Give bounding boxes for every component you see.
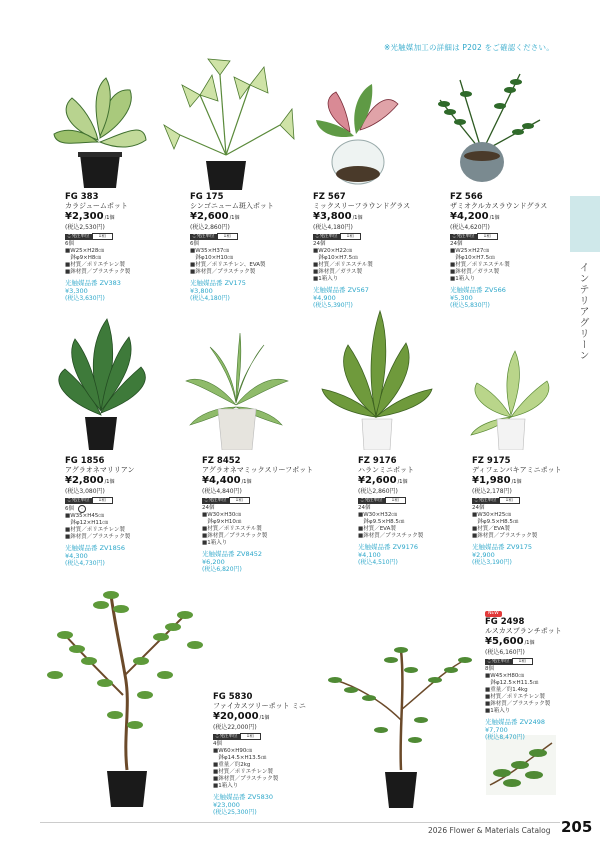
product-fg2498 — [485, 609, 562, 742]
product-code: FZ 9175 — [472, 456, 511, 466]
price-unit: /1個 — [524, 640, 535, 646]
photocatalyst-code: 光触媒品番 ZV5830 — [213, 793, 274, 801]
photocatalyst-tax: (税込3,630円) — [65, 295, 105, 302]
spec-line: ■W30×H32㎝ — [358, 512, 397, 518]
price-tax: (税込2,178円) — [472, 488, 512, 495]
spec-line: ■W30×H30㎝ — [202, 512, 241, 518]
spec-line: ■鉢材質／プラスチック製 — [472, 533, 538, 539]
product-image-fg2498 — [325, 620, 475, 810]
product-fg1856 — [65, 456, 134, 568]
product-code: FG 2498 — [485, 617, 525, 627]
pack-count: 6個 — [65, 506, 74, 512]
pack-count: 8個 — [485, 666, 494, 672]
price-tax: (税込4,180円) — [313, 224, 353, 231]
price-tax: (税込4,620円) — [450, 224, 490, 231]
spec-line: ■W25×H28㎝ — [65, 248, 104, 254]
spec-line: ■材質／ポリエステル製 — [450, 262, 510, 268]
section-tab — [570, 196, 600, 252]
price-tax: (税込2,530円) — [65, 224, 105, 231]
photocatalyst-tax: (税込4,510円) — [358, 559, 398, 566]
lot-label: ご発注単位 — [487, 658, 510, 664]
product-fz9176 — [358, 456, 423, 567]
catalog-title: 2026 Flower & Materials Catalog — [428, 826, 551, 835]
product-price: ¥2,600 — [190, 211, 229, 222]
lot-count: 1箱 — [240, 733, 261, 740]
spec-line: ■1箱入り — [213, 783, 239, 789]
product-name: ファイカスツリーポット ミニ — [213, 702, 306, 710]
photocatalyst-price: ¥4,900 — [313, 294, 336, 302]
spec-line: ■鉢材質／ガラス製 — [450, 269, 500, 275]
lot-label: ご発注単位 — [204, 497, 227, 503]
lot-count: 1箱 — [92, 497, 113, 504]
photocatalyst-price: ¥4,300 — [65, 552, 88, 560]
product-price: ¥2,800 — [65, 475, 104, 486]
product-name: シンゴニューム斑入ポット — [190, 202, 274, 210]
spec-line: ■1箱入り — [313, 276, 339, 282]
product-price: ¥4,400 — [202, 475, 241, 486]
product-image-fg5830 — [45, 565, 210, 810]
photocatalyst-code: 光触媒品番 ZV2498 — [485, 718, 546, 726]
spec-line: ■材質／ポリエチレン、EVA製 — [190, 262, 266, 268]
price-tax: (税込4,840円) — [202, 488, 242, 495]
spec-line: ■鉢材質／プラスチック製 — [202, 533, 268, 539]
price-tax: (税込6,160円) — [485, 649, 525, 656]
product-fz566 — [450, 192, 547, 310]
product-price: ¥2,600 — [358, 475, 397, 486]
product-detail-image-fg2498 — [486, 735, 556, 795]
product-fg383 — [65, 192, 130, 303]
lot-label: ご発注単位 — [192, 233, 215, 239]
spec-line: ■材質／ポリエチレン製 — [213, 769, 273, 775]
lot-count: 1箱 — [477, 233, 498, 240]
price-unit: /1個 — [259, 715, 270, 721]
spec-line: 鉢φ10×H10㎝ — [190, 255, 233, 261]
photocatalyst-tax: (税込3,190円) — [472, 559, 512, 566]
spec-line: ■鉢材質／プラスチック製 — [358, 533, 424, 539]
product-image-fz566 — [420, 60, 550, 185]
spec-line: ■1箱入り — [450, 276, 476, 282]
product-image-fg1856 — [45, 305, 160, 450]
pack-count: 24個 — [313, 241, 326, 247]
spec-line: ■W35×H45㎝ — [65, 513, 104, 519]
spec-line: 鉢φ10×H7.5㎝ — [313, 255, 358, 261]
photocatalyst-code: 光触媒品番 ZV9175 — [472, 543, 533, 551]
spec-line: ■W20×H22㎝ — [313, 248, 352, 254]
product-code: FG 383 — [65, 192, 99, 202]
lot-label: ご発注単位 — [452, 233, 475, 239]
product-code: FZ 567 — [313, 192, 346, 202]
price-unit: /1個 — [489, 215, 500, 221]
product-image-fg383 — [50, 70, 150, 190]
price-tax: (税込2,860円) — [358, 488, 398, 495]
photocatalyst-price: ¥6,200 — [202, 558, 225, 566]
photocatalyst-code: 光触媒品番 ZV9176 — [358, 543, 419, 551]
product-code: FZ 9176 — [358, 456, 397, 466]
photocatalyst-code: 光触媒品番 ZV567 — [313, 286, 369, 294]
price-tax: (税込3,080円) — [65, 488, 105, 495]
spec-line: ■材質／ポリエチレン製 — [65, 527, 125, 533]
price-unit: /1個 — [352, 215, 363, 221]
lot-count: 1箱 — [229, 497, 250, 504]
lot-label: ご発注単位 — [215, 733, 238, 739]
photocatalyst-tax: (税込4,730円) — [65, 560, 105, 567]
photocatalyst-tax: (税込5,390円) — [313, 302, 353, 309]
photocatalyst-price: ¥3,800 — [190, 287, 213, 295]
page-number: 205 — [561, 818, 593, 836]
lot-label: ご発注単位 — [67, 233, 90, 239]
lot-count: 1箱 — [512, 658, 533, 665]
product-name: ディフェンバキアミニポット — [472, 466, 562, 474]
spec-line: 鉢φ9.5×H8.5㎝ — [358, 519, 405, 525]
product-image-fg175 — [160, 55, 295, 190]
spec-line: ■材質／EVA製 — [358, 526, 396, 532]
photocatalyst-tax: (税込5,830円) — [450, 302, 490, 309]
product-price: ¥3,800 — [313, 211, 352, 222]
spec-line: ■W35×H37㎝ — [190, 248, 229, 254]
product-fz567 — [313, 192, 410, 310]
photocatalyst-price: ¥23,000 — [213, 801, 240, 809]
product-image-fz9175 — [465, 345, 560, 450]
lot-label: ご発注単位 — [474, 497, 497, 503]
product-price: ¥4,200 — [450, 211, 489, 222]
product-price: ¥5,600 — [485, 636, 524, 647]
photocatalyst-price: ¥4,100 — [358, 551, 381, 559]
product-name: ミックスリーフラウンドグラス — [313, 202, 411, 210]
product-image-fz8452 — [180, 325, 295, 450]
spec-line: 鉢φ9.5×H8.5㎝ — [472, 519, 519, 525]
photocatalyst-tax: (税込4,180円) — [190, 295, 230, 302]
spec-line: ■材質／ポリエステル製 — [202, 526, 262, 532]
product-code: FZ 566 — [450, 192, 483, 202]
spec-line: ■鉢材質／ガラス製 — [313, 269, 363, 275]
spec-line: ■1箱入り — [485, 708, 511, 714]
photocatalyst-code: 光触媒品番 ZV566 — [450, 286, 506, 294]
pack-count: 6個 — [190, 241, 199, 247]
lot-count: 1箱 — [385, 497, 406, 504]
price-unit: /1個 — [397, 479, 408, 485]
lot-count: 1箱 — [499, 497, 520, 504]
section-label: インテリアグリーン — [577, 262, 588, 361]
price-tax: (税込2,860円) — [190, 224, 230, 231]
product-name: ルスカスブランチポット — [485, 627, 562, 635]
spec-line: ■材質／EVA製 — [472, 526, 510, 532]
footer-divider — [40, 822, 560, 823]
new-badge: NEW — [485, 611, 502, 617]
product-price: ¥20,000 — [213, 711, 259, 722]
product-image-fz567 — [310, 70, 405, 185]
product-name: カラジュームポット — [65, 202, 128, 210]
spec-line: 鉢φ9×H10㎝ — [202, 519, 242, 525]
lot-label: ご発注単位 — [315, 233, 338, 239]
product-price: ¥2,300 — [65, 211, 104, 222]
price-unit: /1個 — [229, 215, 240, 221]
photocatalyst-price: ¥5,300 — [450, 294, 473, 302]
lot-count: 1箱 — [217, 233, 238, 240]
photocatalyst-tax: (税込8,470円) — [485, 734, 525, 741]
photocatalyst-price: ¥3,300 — [65, 287, 88, 295]
product-code: FZ 8452 — [202, 456, 241, 466]
photocatalyst-code: 光触媒品番 ZV1856 — [65, 544, 126, 552]
lot-count: 1箱 — [92, 233, 113, 240]
spec-line: ■材質／ポリエチレン製 — [65, 262, 125, 268]
price-tax: (税込22,000円) — [213, 724, 257, 731]
pack-count: 6個 — [65, 241, 74, 247]
lot-label: ご発注単位 — [67, 497, 90, 503]
price-unit: /1個 — [104, 215, 115, 221]
spec-line: ■材質／ポリエステル製 — [313, 262, 373, 268]
product-price: ¥1,980 — [472, 475, 511, 486]
photocatalyst-tax: (税込6,820円) — [202, 566, 242, 573]
product-name: アグラオネマミックスリーフポット — [202, 466, 314, 474]
pack-count: 24個 — [358, 505, 371, 511]
product-code: FG 1856 — [65, 456, 105, 466]
spec-line: 鉢φ14.5×H13.5㎝ — [213, 755, 267, 761]
product-fz9175 — [472, 456, 562, 567]
product-fg175 — [190, 192, 274, 303]
price-unit: /1個 — [511, 479, 522, 485]
product-name: ハランミニポット — [358, 466, 414, 474]
photocatalyst-code: 光触媒品番 ZV8452 — [202, 550, 263, 558]
photocatalyst-price: ¥2,900 — [472, 551, 495, 559]
lot-label: ご発注単位 — [360, 497, 383, 503]
spec-line: ■鉢材質／プラスチック製 — [190, 269, 256, 275]
spec-line: 鉢φ10×H7.5㎝ — [450, 255, 495, 261]
spec-line: ■W45×H80㎝ — [485, 673, 524, 679]
spec-line: ■鉢材質／プラスチック製 — [485, 701, 551, 707]
header-note: ※光触媒加工の詳細は P202 をご確認ください。 — [384, 43, 554, 52]
product-name: アグラオネマリリアン — [65, 466, 135, 474]
spec-line: ■鉢材質／プラスチック製 — [65, 269, 131, 275]
spec-line: ■重量／約1.4kg — [485, 687, 528, 693]
price-unit: /1個 — [241, 479, 252, 485]
pack-count: 24個 — [450, 241, 463, 247]
spec-line: 鉢φ12×H11㎝ — [65, 520, 108, 526]
product-image-fz9176 — [320, 305, 435, 450]
pack-count: 24個 — [202, 505, 215, 511]
drop-icon: ◦ — [78, 505, 86, 513]
pack-count: 4個 — [213, 741, 222, 747]
spec-line: ■W30×H25㎝ — [472, 512, 511, 518]
product-code: FG 5830 — [213, 692, 253, 702]
spec-line: ■材質／ポリエチレン製 — [485, 694, 545, 700]
photocatalyst-code: 光触媒品番 ZV383 — [65, 279, 121, 287]
spec-line: 鉢φ9×H8㎝ — [65, 255, 101, 261]
lot-count: 1箱 — [340, 233, 361, 240]
spec-line: ■W25×H27㎝ — [450, 248, 489, 254]
spec-line: ■W60×H90㎝ — [213, 748, 252, 754]
pack-count: 24個 — [472, 505, 485, 511]
photocatalyst-tax: (税込25,300円) — [213, 809, 257, 816]
price-unit: /1個 — [104, 479, 115, 485]
spec-line: ■重量／約2kg — [213, 762, 251, 768]
photocatalyst-code: 光触媒品番 ZV175 — [190, 279, 246, 287]
product-name: ザミオクルカスラウンドグラス — [450, 202, 548, 210]
product-fz8452 — [202, 456, 313, 574]
spec-line: 鉢φ12.5×H11.5㎝ — [485, 680, 539, 686]
spec-line: ■鉢材質／プラスチック製 — [65, 534, 131, 540]
photocatalyst-price: ¥7,700 — [485, 726, 508, 734]
product-fg5830 — [213, 692, 306, 817]
product-code: FG 175 — [190, 192, 224, 202]
spec-line: ■1箱入り — [202, 540, 228, 546]
spec-line: ■鉢材質／プラスチック製 — [213, 776, 279, 782]
